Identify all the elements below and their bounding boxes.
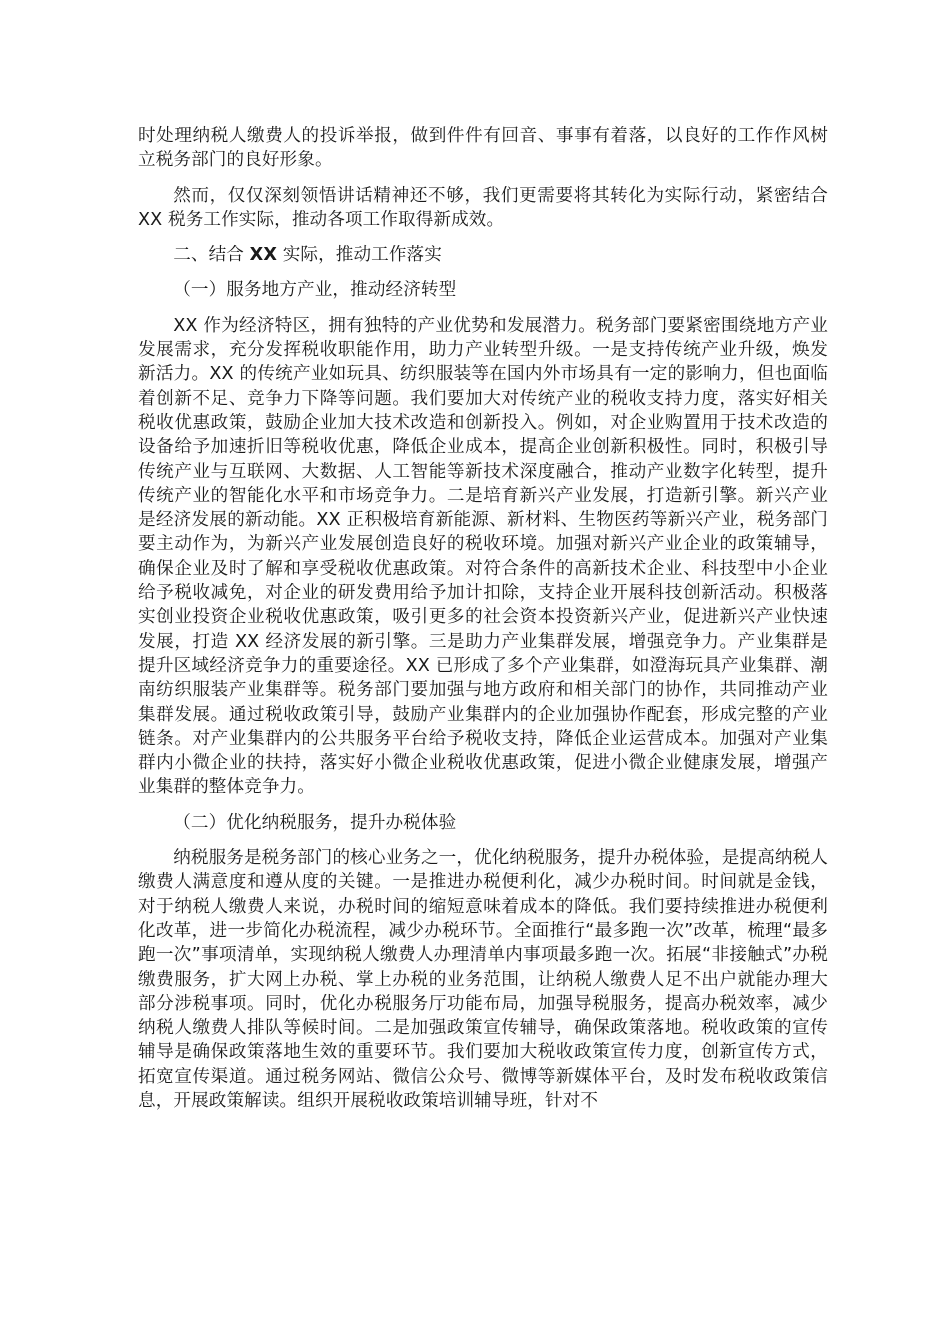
section-heading bbox=[138, 243, 828, 267]
paragraph: XX 作为经济特区，拥有独特的产业优势和发展潜力。税务部门要紧密围绕地方产业发展需求，充分发挥税收职能作用，助力产业转型升级。一是支持传统产业升级，焕发新活力。XX 的传统产业如玩具、纺织服装等在国内外市场具有一定的影响力，但也面临着创新不足、竞争力下降等问题。我们要加大对传统产业的税收支持力度，落实好相关税收优惠政策，鼓励企业加大技术改造和创新投入。例如，对企业购置用于技术改造的设备给予加速折旧等税收优惠，降低企业成本，提高企业创新积极性。同时，积极引导传统产业与互联网、大数据、人工智能等新技术深度融合，推动产业数字化转型，提升传统产业的智能化水平和市场竞争力。二是培育新兴产业发展，打造新引擎。新兴产业是经济发展的新动能。XX 正积极培育新能源、新材料、生物医药等新兴产业，税务部门要主动作为，为新兴产业发展创造良好的税收环境。加强对新兴产业企业的政策辅导，确保企业及时了解和享受税收优惠政策。对符合条件的高新技术企业、科技型中小企业给予税收减免，对企业的研发费用给予加计扣除，支持企业开展科技创新活动。积极落实创业投资企业税收优惠政策，吸引更多的社会资本投资新兴产业，促进新兴产业快速发展，打造 XX 经济发展的新引擎。三是助力产业集群发展，增强竞争力。产业集群是提升区域经济竞争力的重要途径。XX 已形成了多个产业集群，如澄海玩具产业集群、潮南纺织服装产业集群等。税务部门要加强与地方政府和相关部门的协作，共同推动产业集群发展。通过税收政策引导，鼓励产业集群内的企业加强协作配套，形成完整的产业链条。对产业集群内的公共服务平台给予税收支持，降低企业运营成本。加强对产业集群内小微企业的扶持，落实好小微企业税收优惠政策，促进小微企业健康发展，增强产业集群的整体竞争力。 bbox=[138, 315, 828, 798]
paragraph: 纳税服务是税务部门的核心业务之一，优化纳税服务，提升办税体验，是提高纳税人缴费人满意度和遵从度的关键。一是推进办税便利化，减少办税时间。时间就是金钱，对于纳税人缴费人来说，办税时间的缩短意味着成本的降低。我们要持续推进办税便利化改革，进一步简化办税流程，减少办税环节。全面推行“最多跑一次”改革，梳理“最多跑一次”事项清单，实现纳税人缴费人办理清单内事项最多跑一次。拓展“非接触式”办税缴费服务，扩大网上办税、掌上办税的业务范围，让纳税人缴费人足不出户就能办理大部分涉税事项。同时，优化办税服务厅功能布局，加强导税服务，提高办税效率，减少纳税人缴费人排队等候时间。二是加强政策宣传辅导，确保政策落地。税收政策的宣传辅导是确保政策落地生效的重要环节。我们要加大税收政策宣传力度，创新宣传方式，拓宽宣传渠道。通过税务网站、微信公众号、微博等新媒体平台，及时发布税收政策信息，开展政策解读。组织开展税收政策培训辅导班，针对不 bbox=[138, 848, 828, 1111]
section-heading-prefix: 二、结合 bbox=[173, 245, 250, 266]
subsection-heading: （二）优化纳税服务，提升办税体验 bbox=[173, 812, 457, 833]
document-body bbox=[138, 124, 828, 1124]
paragraph-continued: 时处理纳税人缴费人的投诉举报，做到件件有回音、事事有着落，以良好的工作作风树立税务部门的良好形象。 bbox=[138, 126, 828, 171]
subsection-heading: （一）服务地方产业，推动经济转型 bbox=[173, 280, 457, 301]
section-heading-suffix: 实际，推动工作落实 bbox=[277, 245, 442, 266]
section-heading-bold: XX bbox=[249, 245, 277, 266]
paragraph: 然而，仅仅深刻领悟讲话精神还不够，我们更需要将其转化为实际行动，紧密结合 XX 税务工作实际，推动各项工作取得新成效。 bbox=[138, 185, 828, 230]
